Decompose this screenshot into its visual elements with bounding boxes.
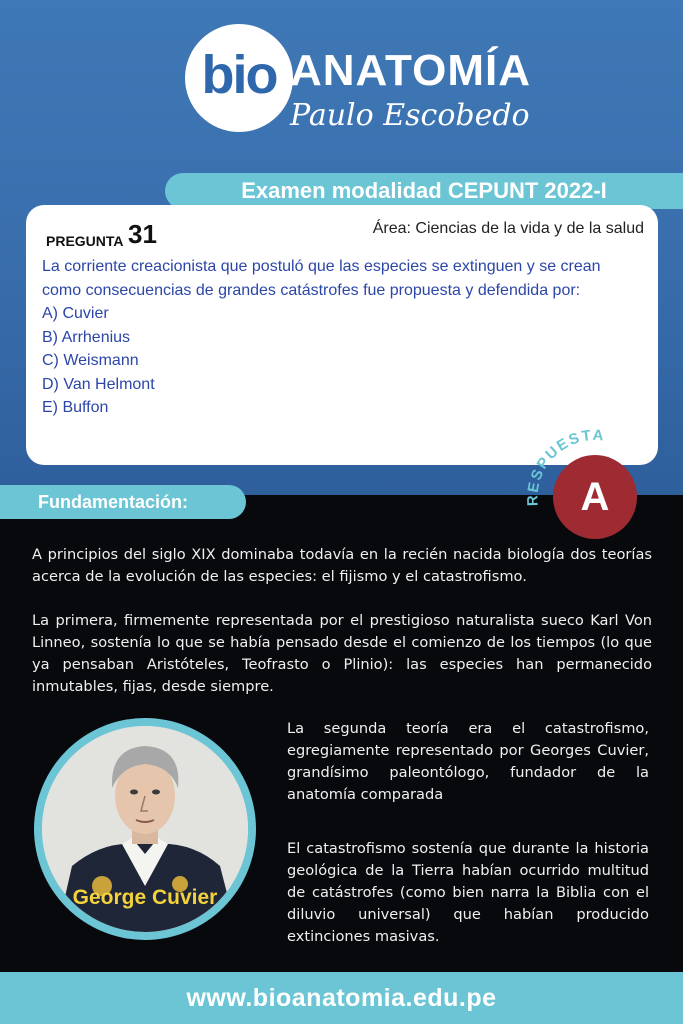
option-e: E) Buffon (42, 399, 109, 416)
paragraph-2: La primera, firmemente representada por el prestigioso naturalista sueco Karl Von Linneo, sostenía lo que se había pensado desde el comienzo de los tiempos (lo que ya pensaban Aristóteles, Teofrasto o Plinio): las especies han permanecido inmutables, fijas, desde siempre. (32, 612, 652, 695)
fundamentacion-tab (0, 485, 246, 519)
logo-author: Paulo Escobedo (290, 98, 530, 133)
portrait-frame (34, 718, 256, 940)
exam-title: Examen modalidad CEPUNT 2022-I (241, 178, 607, 203)
logo-badge (185, 24, 293, 132)
portrait-name: George Cuvier (72, 886, 218, 909)
option-b: B) Arrhenius (42, 328, 131, 346)
logo-bio-text: bio (201, 45, 277, 105)
paragraph-3: La segunda teoría era el catastrofismo, egregiamente representado por Georges Cuvier, grandísimo paleontólogo, fundador de la anatomía comparada (287, 720, 649, 803)
question-line: como consecuencias de grandes catástrofes fue propuesta y defendida por: (42, 281, 581, 299)
option-a: A) Cuvier (42, 305, 109, 322)
paragraph-1: A principios del siglo XIX dominaba todavía en la recién nacida biología dos teorías acerca de la evolución de las especies: el fijismo y el catastrofismo. (32, 546, 652, 585)
question-line: La corriente creacionista que postuló que las especies se extinguen y se crean (42, 258, 601, 275)
exam-banner (165, 173, 683, 209)
question-card (26, 205, 658, 465)
paragraph-4: El catastrofismo sostenía que durante la historia geológica de la Tierra habían ocurrido multitud de catástrofes (como bien narra la Biblia con el diluvio universal) que habían producido extinciones masivas. (287, 840, 649, 945)
footer-bar (0, 972, 683, 1024)
logo-anatomia-text: ANATOMÍA (290, 46, 532, 95)
answer-letter: A (580, 474, 610, 519)
answer-label: RESPUESTA (524, 428, 606, 507)
question-area: Área: Ciencias de la vida y de la salud (372, 220, 644, 237)
question-text (42, 255, 652, 420)
answer-badge (553, 455, 637, 539)
option-c: C) Weismann (42, 352, 139, 369)
question-label: PREGUNTA (46, 233, 124, 249)
question-number: 31 (128, 219, 157, 249)
website-link[interactable]: www.bioanatomia.edu.pe (186, 983, 497, 1012)
fundamentacion-title: Fundamentación: (38, 491, 189, 512)
option-d: D) Van Helmont (42, 375, 155, 393)
